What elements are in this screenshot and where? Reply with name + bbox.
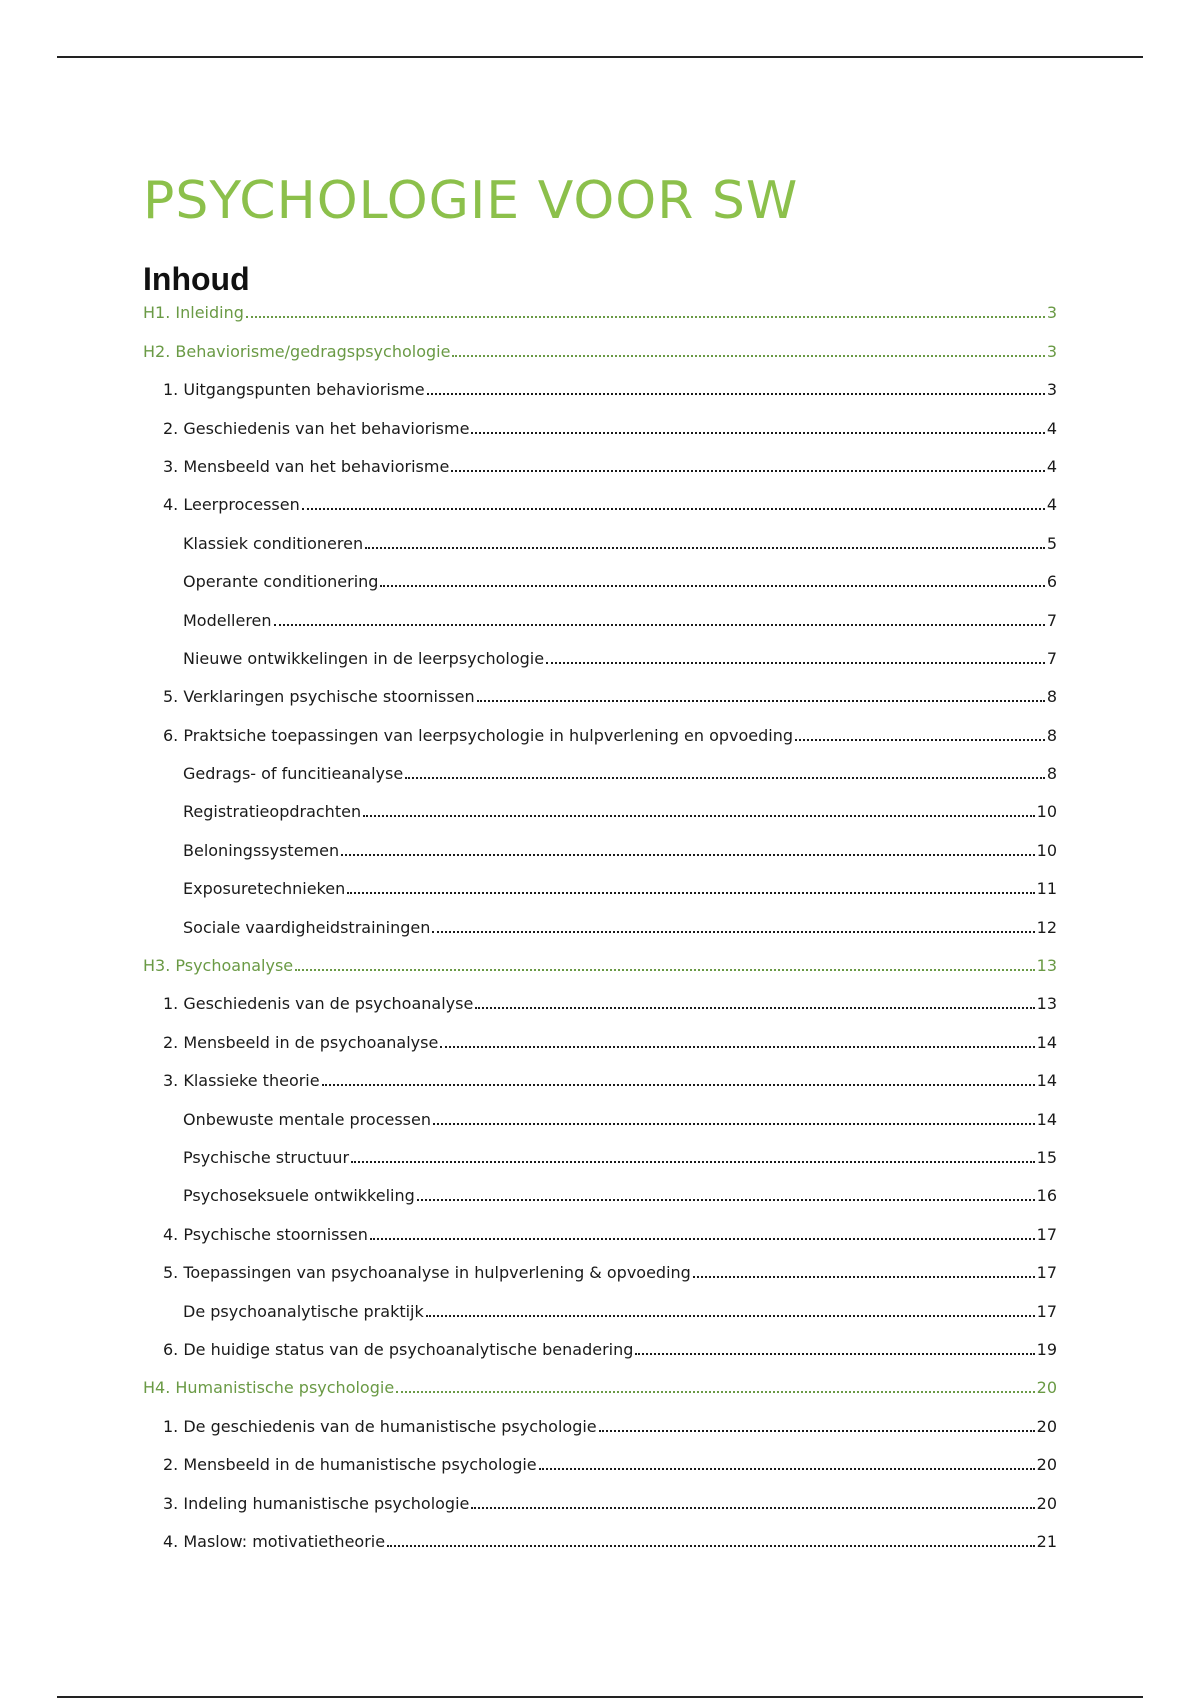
toc-page-number: 11 [1036,879,1057,899]
toc-dot-leader [452,355,1044,357]
toc-dot-leader [539,1468,1035,1470]
toc-page-number: 7 [1046,648,1057,668]
toc-chapter-entry[interactable] [143,290,1057,328]
toc-dot-leader [635,1353,1034,1355]
top-horizontal-rule [57,56,1143,58]
toc-page-number: 21 [1036,1531,1057,1551]
toc-subsection-entry[interactable] [143,1135,1057,1173]
toc-section-entry[interactable] [143,1403,1057,1441]
toc-entry-label: Beloningssystemen [183,840,340,860]
toc-dot-leader [795,739,1045,741]
toc-dot-leader [693,1276,1035,1278]
toc-page-number: 20 [1036,1416,1057,1436]
toc-dot-leader [322,1084,1035,1086]
toc-entry-label: H2. Behaviorisme/gedragspsychologie [143,341,451,361]
toc-entry-label: 3. Indeling humanistische psychologie [163,1493,470,1513]
toc-entry-label: 4. Maslow: motivatietheorie [163,1531,386,1551]
toc-entry-label: Onbewuste mentale processen [183,1109,431,1129]
toc-page-number: 16 [1036,1186,1057,1206]
toc-dot-leader [427,393,1045,395]
toc-dot-leader [274,624,1045,626]
toc-chapter-entry[interactable] [143,1365,1057,1403]
toc-entry-label: 6. De huidige status van de psychoanalytische benadering [163,1339,634,1359]
toc-section-entry[interactable] [143,367,1057,405]
toc-page-number: 13 [1036,994,1057,1014]
toc-page-number: 6 [1046,572,1057,592]
toc-entry-label: Registratieopdrachten [183,802,362,822]
toc-page-number: 8 [1046,687,1057,707]
toc-entry-label: Modelleren [183,610,272,630]
toc-entry-label: H3. Psychoanalyse [143,956,294,976]
toc-dot-leader [433,1123,1035,1125]
toc-subsection-entry[interactable] [143,1096,1057,1134]
toc-subsection-entry[interactable] [143,559,1057,597]
toc-dot-leader [471,432,1044,434]
toc-dot-leader [471,1507,1034,1509]
toc-subsection-entry[interactable] [143,1288,1057,1326]
toc-section-entry[interactable] [143,674,1057,712]
toc-entry-label: 2. Mensbeeld in de psychoanalyse [163,1032,439,1052]
toc-entry-label: 1. Geschiedenis van de psychoanalyse [163,994,474,1014]
toc-page-number: 20 [1036,1493,1057,1513]
toc-section-entry[interactable] [143,1211,1057,1249]
toc-subsection-entry[interactable] [143,827,1057,865]
toc-page-number: 8 [1046,764,1057,784]
toc-dot-leader [451,470,1045,472]
toc-page-number: 20 [1036,1378,1057,1398]
toc-page-number: 5 [1046,533,1057,553]
toc-section-entry[interactable] [143,712,1057,750]
toc-dot-leader [546,662,1045,664]
toc-page-number: 3 [1046,341,1057,361]
toc-dot-leader [295,969,1035,971]
toc-entry-label: 4. Psychische stoornissen [163,1224,368,1244]
toc-page-number: 4 [1046,418,1057,438]
toc-section-entry[interactable] [143,1480,1057,1518]
toc-dot-leader [387,1545,1035,1547]
toc-page-number: 20 [1036,1455,1057,1475]
toc-subsection-entry[interactable] [143,751,1057,789]
toc-entry-label: 5. Toepassingen van psychoanalyse in hulpverlening & opvoeding [163,1263,691,1283]
toc-dot-leader [351,1161,1035,1163]
toc-subsection-entry[interactable] [143,789,1057,827]
toc-entry-label: 3. Klassieke theorie [163,1071,320,1091]
toc-page-number: 13 [1036,956,1057,976]
toc-page-number: 3 [1046,303,1057,323]
toc-section-entry[interactable] [143,405,1057,443]
toc-entry-label: 4. Leerprocessen [163,495,300,515]
toc-page-number: 15 [1036,1147,1057,1167]
toc-dot-leader [370,1238,1035,1240]
toc-dot-leader [246,316,1045,318]
toc-page-number: 19 [1036,1339,1057,1359]
toc-subsection-entry[interactable] [143,866,1057,904]
toc-entry-label: 2. Mensbeeld in de humanistische psychologie [163,1455,537,1475]
table-of-contents [143,290,1057,1557]
toc-section-entry[interactable] [143,1019,1057,1057]
toc-dot-leader [341,854,1035,856]
toc-entry-label: Exposuretechnieken [183,879,346,899]
toc-entry-label: Operante conditionering [183,572,379,592]
toc-section-entry[interactable] [143,1442,1057,1480]
toc-page-number: 10 [1036,802,1057,822]
toc-entry-label: Nieuwe ontwikkelingen in de leerpsychologie [183,648,545,668]
toc-section-entry[interactable] [143,1327,1057,1365]
toc-dot-leader [475,1007,1034,1009]
toc-dot-leader [347,892,1034,894]
toc-chapter-entry[interactable] [143,943,1057,981]
toc-dot-leader [365,547,1045,549]
toc-entry-label: Gedrags- of funcitieanalyse [183,764,404,784]
toc-entry-label: 1. Uitgangspunten behaviorisme [163,380,425,400]
toc-page-number: 14 [1036,1109,1057,1129]
toc-entry-label: 3. Mensbeeld van het behaviorisme [163,456,450,476]
toc-dot-leader [432,931,1034,933]
toc-page-number: 3 [1046,380,1057,400]
toc-subsection-entry[interactable] [143,904,1057,942]
toc-section-entry[interactable] [143,444,1057,482]
toc-page-number: 14 [1036,1032,1057,1052]
toc-subsection-entry[interactable] [143,597,1057,635]
toc-entry-label: 5. Verklaringen psychische stoornissen [163,687,475,707]
toc-page-number: 14 [1036,1071,1057,1091]
toc-page-number: 17 [1036,1263,1057,1283]
toc-dot-leader [599,1430,1035,1432]
toc-entry-label: Psychische structuur [183,1147,350,1167]
toc-entry-label: 1. De geschiedenis van de humanistische psychologie [163,1416,597,1436]
toc-entry-label: De psychoanalytische praktijk [183,1301,424,1321]
toc-section-entry[interactable] [143,482,1057,520]
toc-entry-label: H4. Humanistische psychologie [143,1378,395,1398]
toc-dot-leader [380,585,1044,587]
toc-dot-leader [302,508,1045,510]
toc-dot-leader [363,815,1035,817]
toc-page-number: 7 [1046,610,1057,630]
toc-page-number: 4 [1046,456,1057,476]
toc-subsection-entry[interactable] [143,520,1057,558]
toc-entry-label: Psychoseksuele ontwikkeling [183,1186,415,1206]
toc-section-entry[interactable] [143,1058,1057,1096]
toc-heading: Inhoud [143,260,250,297]
document-title: PSYCHOLOGIE VOOR SW [143,170,799,231]
toc-section-entry[interactable] [143,1250,1057,1288]
toc-entry-label: Sociale vaardigheidstrainingen [183,917,431,937]
toc-page-number: 17 [1036,1224,1057,1244]
toc-page-number: 4 [1046,495,1057,515]
toc-page-number: 10 [1036,840,1057,860]
toc-section-entry[interactable] [143,1519,1057,1557]
toc-entry-label: H1. Inleiding [143,303,244,323]
toc-subsection-entry[interactable] [143,1173,1057,1211]
toc-dot-leader [396,1391,1034,1393]
toc-chapter-entry[interactable] [143,328,1057,366]
toc-page-number: 12 [1036,917,1057,937]
toc-page-number: 8 [1046,725,1057,745]
toc-subsection-entry[interactable] [143,636,1057,674]
toc-page-number: 17 [1036,1301,1057,1321]
toc-dot-leader [477,700,1045,702]
bottom-horizontal-rule [57,1696,1143,1698]
toc-entry-label: 6. Praktsiche toepassingen van leerpsychologie in hulpverlening en opvoeding [163,725,794,745]
toc-entry-label: 2. Geschiedenis van het behaviorisme [163,418,470,438]
toc-entry-label: Klassiek conditioneren [183,533,364,553]
toc-section-entry[interactable] [143,981,1057,1019]
toc-dot-leader [426,1315,1035,1317]
toc-dot-leader [417,1199,1035,1201]
toc-dot-leader [440,1046,1034,1048]
toc-dot-leader [405,777,1045,779]
